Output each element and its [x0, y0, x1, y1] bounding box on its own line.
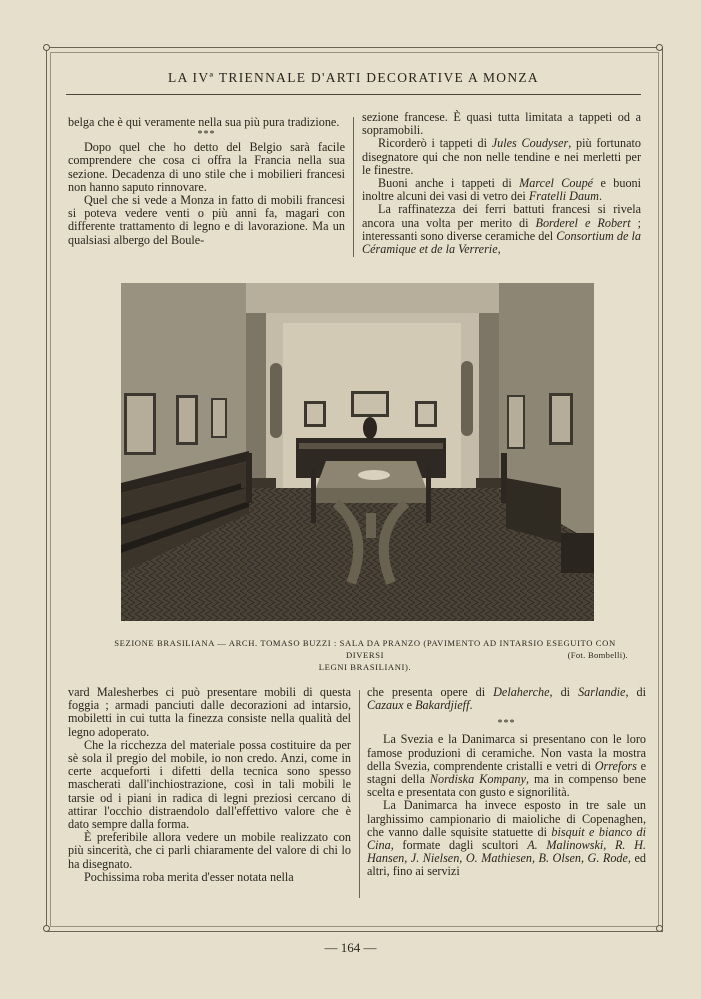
text-run: che presenta opere di [367, 685, 494, 699]
column-divider [359, 690, 360, 898]
text-run: e [403, 698, 416, 713]
artist-name: Orrefors [594, 758, 637, 773]
text-run: La raffinatezza dei ferri battuti francesi si rivela ancora una volta per merito di [362, 202, 641, 230]
text-run: , ma in compenso bene scelta e presentata con gusto e signorilità. [367, 772, 646, 800]
text-run: , [497, 242, 501, 257]
artist-name: Delaherche [493, 685, 550, 699]
text-run: , formate dagli scultori [390, 838, 528, 853]
paragraph: vard Malesherbes ci può presentare mobili di questa foggia ; armadi panciuti dalle decorazioni ad intarsio, mobiletti in cui tutta la finezza consiste nella qualità del legno adoperato. [68, 685, 351, 739]
paragraph: Quel che si vede a Monza in fatto di mobili francesi si poteva vedere venti o più anni fa, magari con differente trattamento di legno e di lavorazione. Ma un qualsiasi albergo del Boule- [68, 193, 345, 247]
column-top-right [362, 111, 641, 256]
text-run: , più fortunato disegnatore qui che non nelle tendine e nei merletti per le finestre. [362, 136, 641, 177]
designer-name: Marcel Coupé [519, 176, 594, 191]
section-separator: *** [497, 718, 516, 730]
dining-room-photograph [121, 283, 594, 621]
artist-name: Sarlandie [578, 685, 626, 699]
paragraph: È preferibile allora vedere un mobile realizzato con più sincerità, che ci parli chiaramente del valore di chi lo ha disegnato. [68, 830, 351, 871]
designer-name: Consortium de la Céramique et de la Verrerie [362, 228, 641, 257]
text-run: , ed altri, fino ai servizi [367, 851, 646, 879]
text-run: ; interessanti sono diverse ceramiche del [362, 215, 642, 243]
text-run: La Svezia e la Danimarca si presentano con le loro famose produzioni di ceramiche. Non vasta la mostra della Svezia, comprendente cristalli e vetri di [367, 732, 646, 773]
designer-name: Fratelli Daum [528, 189, 599, 204]
caption-line: SEZIONE BRASILIANA — ARCH. TOMASO BUZZI : SALA DA PRANZO (PAVIMENTO AD INTARSIO ESEGUITO CON DIVERSI [114, 638, 616, 660]
paragraph [367, 733, 646, 799]
text-run: , di [625, 685, 647, 699]
artist-name: bisquit e bianco di Cina [367, 824, 646, 853]
text-run: . [598, 189, 602, 204]
header-rule [66, 94, 641, 95]
page-number: — 164 — [324, 940, 377, 955]
text-run: Ricorderò i tappeti di [378, 136, 492, 151]
column-top-left [68, 116, 345, 247]
text-run: e stagni della [367, 758, 646, 787]
text-run: . [469, 698, 473, 713]
corner-ornament [43, 925, 50, 932]
paragraph [367, 686, 646, 712]
column-bottom-right [367, 686, 646, 879]
designer-name: Borderel e Robert [535, 215, 631, 230]
caption-line: LEGNI BRASILIANI). [318, 662, 412, 672]
paragraph: Pochissima roba merita d'esser notata nella [84, 869, 294, 884]
text-run: e buoni inoltre alcuni dei vasi di vetro dei [362, 176, 642, 204]
column-divider [353, 117, 354, 257]
running-header: LA IVª TRIENNALE D'ARTI DECORATIVE A MONZA [168, 70, 539, 85]
artist-name: Cazaux [367, 698, 404, 713]
photo-illustration [121, 283, 594, 621]
text-run: La Danimarca ha invece esposto in tre sale un larghissimo campionario di maioliche di Copenaghen, che vanno dalle squisite statuette di [367, 798, 646, 839]
paragraph [362, 137, 641, 177]
column-bottom-left [68, 686, 351, 884]
corner-ornament [656, 925, 663, 932]
paragraph [362, 177, 641, 203]
corner-ornament [656, 44, 663, 51]
paragraph [362, 203, 641, 256]
section-separator: *** [197, 129, 216, 141]
artist-name: Nordiska Kompany [429, 772, 526, 787]
paragraph: belga che è qui veramente nella sua più pura tradizione. [68, 115, 340, 129]
text-run: Buoni anche i tappeti di [378, 176, 520, 191]
paragraph [367, 799, 646, 878]
text-run: , di [549, 685, 579, 699]
artist-name: A. Malinowski, R. H. Hansen, J. Nielsen, O. Mathiesen, B. Olsen, G. Rode [367, 838, 646, 866]
paragraph: sezione francese. È quasi tutta limitata a tappeti od a sopramobili. [362, 110, 641, 138]
paragraph: Dopo quel che ho detto del Belgio sarà facile comprendere che cosa ci offra la Francia nella sua sezione. Decadenza di uno stile che i mobilieri francesi non hanno saputo rinnovare. [68, 140, 345, 194]
photo-credit: (Fot. Bombelli). [567, 650, 628, 660]
paragraph: Che la ricchezza del materiale possa costituire da per sè sola il pregio del mobile, io non credo. Anzi, come in certe acqueforti i difetti della tecnica sono spesso mascherati dall'inchiostrazione, così in tali mobili le tarsie od i piani in radica di legni preziosi cercano di attirar l'occhio distraendolo dall'effettivo valore che è dato sempre dalla forma. [68, 737, 351, 832]
photo-caption [100, 637, 630, 673]
artist-name: Bakardjieff [415, 698, 470, 713]
corner-ornament [43, 44, 50, 51]
designer-name: Jules Coudyser [491, 136, 569, 151]
